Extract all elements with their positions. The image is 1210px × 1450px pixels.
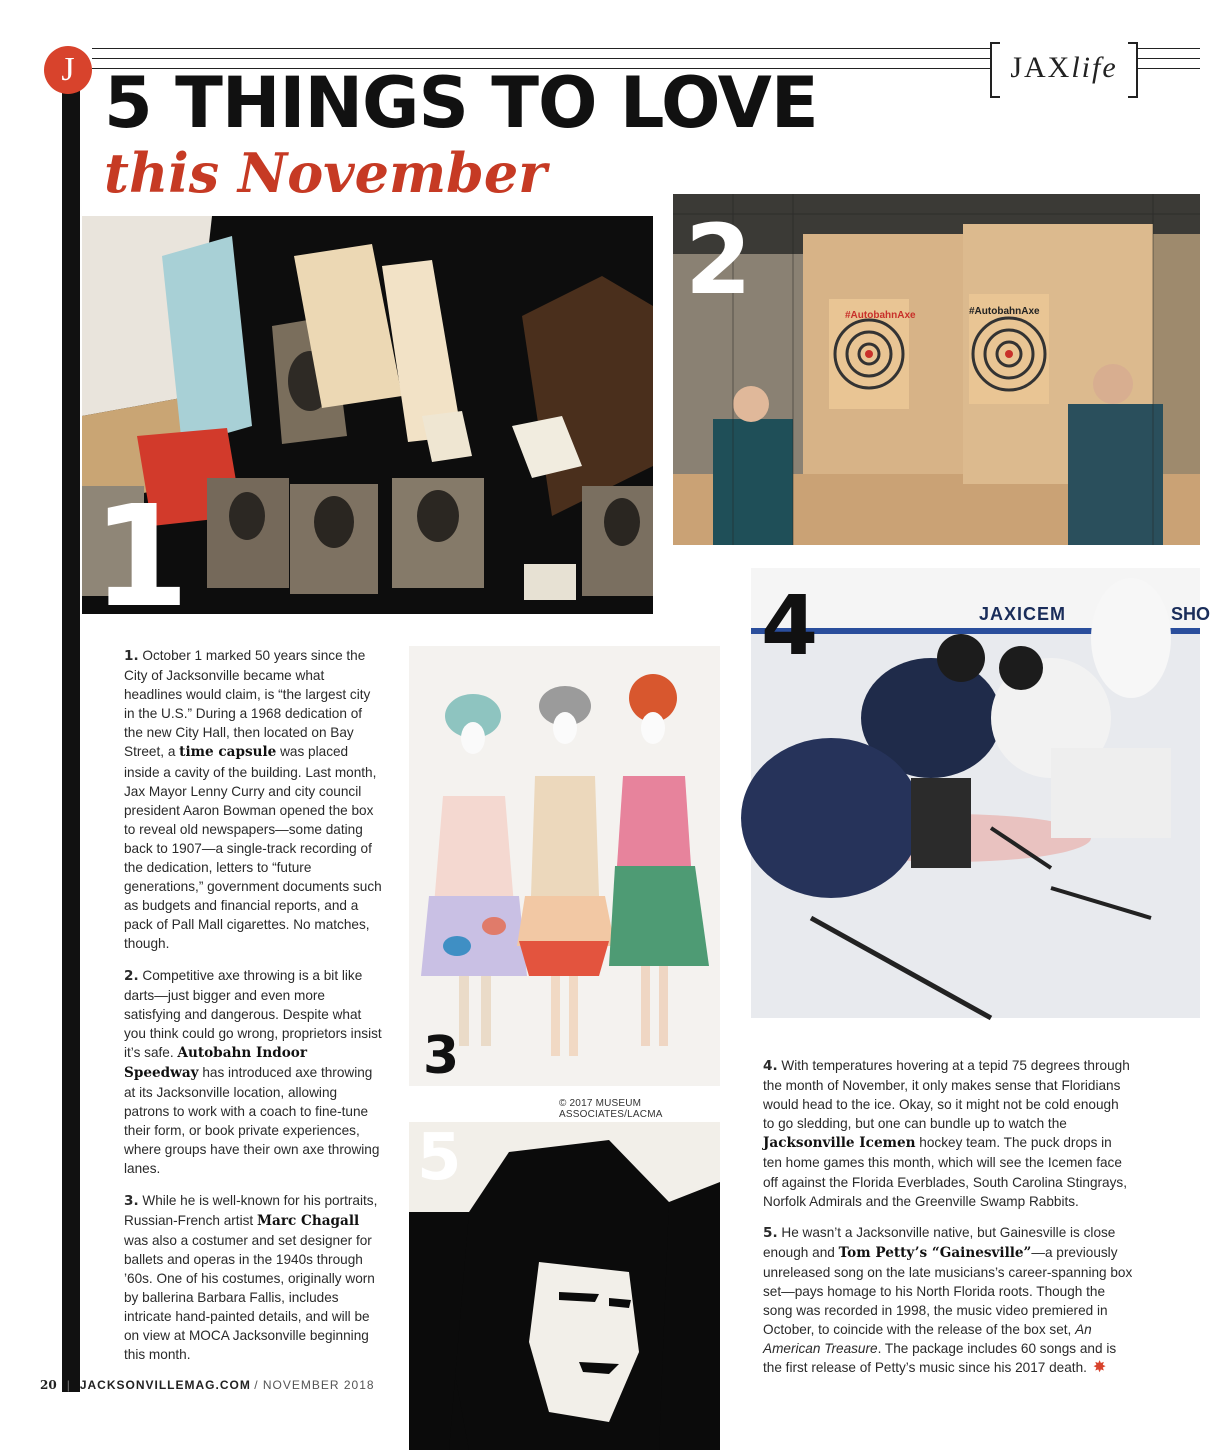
footer-site-link[interactable]: JACKSONVILLEMAG.COM bbox=[79, 1378, 251, 1392]
article-5-text-c: . The package includes 60 songs and is the first release of Petty’s music since his 2017 death. bbox=[763, 1341, 1117, 1376]
article-5-highlight: Tom Petty’s “Gainesville” bbox=[838, 1244, 1032, 1261]
article-1-number: 1. bbox=[124, 648, 139, 664]
axe-sign-2: #AutobahnAxe bbox=[969, 306, 1040, 317]
article-3-number: 3. bbox=[124, 1192, 139, 1209]
section-tag-italic: life bbox=[1071, 51, 1118, 84]
arena-sign: JAXICEM bbox=[979, 604, 1067, 624]
article-4-highlight: Jacksonville Icemen bbox=[763, 1135, 916, 1152]
article-5-album-title: An American Treasure bbox=[763, 1322, 1092, 1357]
footer-issue-date: / NOVEMBER 2018 bbox=[254, 1378, 375, 1392]
article-1-text-a: October 1 marked 50 years since the City of Jacksonville became what headlines would claim, is “the largest city in the U.S.” During a 1968 dedication of the new City Hall, then located on Bay Street, a bbox=[124, 648, 371, 760]
axe-sign-1: #AutobahnAxe bbox=[845, 310, 916, 321]
article-5 bbox=[763, 1223, 1133, 1378]
article-4-text-a: With temperatures hovering at a tepid 75 degrees through the month of November, it only makes sense that Floridians would head to the ice. Okay, so it might not be cold enough to go sledding, but one can bundle up to watch the bbox=[763, 1058, 1130, 1132]
photo-time-capsule bbox=[82, 216, 653, 639]
article-1-text-b: was placed inside a cavity of the building. Last month, Jax Mayor Lenny Curry and city council president Aaron Bowman opened the box to reveal old newspapers—some dating back to 1907—a single-track recording of the dedication, letters to “future generations,” government documents such as budgets and financial reports, and a pack of Pall Mall cigarettes. No matches, though. bbox=[124, 744, 382, 952]
section-tag-caps: JAX bbox=[1010, 51, 1072, 84]
page-footer bbox=[40, 1378, 375, 1392]
article-1 bbox=[124, 646, 384, 954]
header-rule-right-top bbox=[1138, 48, 1200, 49]
page-headline: 5 THINGS TO LOVE bbox=[104, 62, 818, 144]
photo-hockey bbox=[751, 568, 1210, 1018]
article-3-text-b: was also a costumer and set designer for ballets and operas in the 1940s through ’60s. One of his costumes, originally worn by ballerina Barbara Fallis, includes intricate hand-painted details, and will be on view at MOCA Jacksonville beginning this month. bbox=[124, 1232, 375, 1363]
header-rule-right-mid bbox=[1138, 58, 1200, 59]
j-logo-badge: J bbox=[44, 46, 92, 94]
photo-number-2: 2 bbox=[685, 204, 752, 316]
article-2-text-b: has introduced axe throwing at its Jacksonville location, allowing patrons to work with a coach to fine-tune their form, or book private experiences, where groups have their own axe throwing lanes. bbox=[124, 1064, 380, 1177]
article-2 bbox=[124, 966, 384, 1179]
photo-number-1: 1 bbox=[92, 476, 190, 639]
text-column-right bbox=[763, 1056, 1133, 1390]
header-rule-top bbox=[92, 48, 992, 49]
article-1-highlight: time capsule bbox=[179, 744, 277, 761]
end-mark-icon: ✸ bbox=[1092, 1359, 1107, 1377]
header-rule-right-low bbox=[1138, 68, 1200, 69]
article-2-highlight: Autobahn Indoor Speedway bbox=[124, 1044, 308, 1081]
page-number: 20 bbox=[40, 1378, 57, 1392]
page-subhead: this November bbox=[104, 141, 547, 205]
photo-credit: © 2017 MUSEUM ASSOCIATES/LACMA bbox=[559, 1098, 663, 1120]
footer-separator: | bbox=[66, 1378, 70, 1392]
article-4 bbox=[763, 1056, 1133, 1211]
section-tag bbox=[990, 40, 1138, 96]
article-3 bbox=[124, 1191, 384, 1365]
photo-axe-throwing bbox=[673, 194, 1200, 545]
header-rule-mid bbox=[92, 58, 992, 59]
article-4-text-b: hockey team. The puck drops in ten home games this month, which will see the Icemen face off against the Florida Everblades, South Carolina Stingrays, Norfolk Admirals and the Greenville Swamp Rabbits. bbox=[763, 1135, 1127, 1209]
article-5-text-a: He wasn’t a Jacksonville native, but Gainesville is close enough and bbox=[763, 1224, 1116, 1260]
arena-sign-right: SHO bbox=[1171, 604, 1210, 624]
photo-number-3: 3 bbox=[423, 1026, 460, 1086]
bracket-left bbox=[990, 42, 1000, 98]
photo-number-5: 5 bbox=[417, 1121, 462, 1195]
article-2-text-a: Competitive axe throwing is a bit like darts—just bigger and even more satisfying and dangerous. Despite what you think could go wrong, proprietors insist it’s safe. bbox=[124, 967, 382, 1060]
article-4-number: 4. bbox=[763, 1058, 778, 1074]
photo-tom-petty bbox=[409, 1122, 720, 1450]
text-column-left bbox=[124, 646, 384, 1376]
side-accent-bar bbox=[62, 90, 80, 1392]
article-3-text-a: While he is well-known for his portraits, Russian-French artist bbox=[124, 1192, 378, 1228]
photo-number-4: 4 bbox=[761, 579, 819, 674]
article-2-number: 2. bbox=[124, 967, 139, 984]
article-5-number: 5. bbox=[763, 1224, 778, 1241]
article-3-highlight: Marc Chagall bbox=[256, 1212, 360, 1229]
bracket-right bbox=[1128, 42, 1138, 98]
photo-chagall-costumes bbox=[409, 646, 720, 1120]
article-5-text-b: —a previously unreleased song on the late musicians’s career-spanning box set—pays homage to his North Florida roots. Though the song was recorded in 1998, the music video premiered in October, to coincide with the release of the box set, bbox=[763, 1244, 1133, 1338]
